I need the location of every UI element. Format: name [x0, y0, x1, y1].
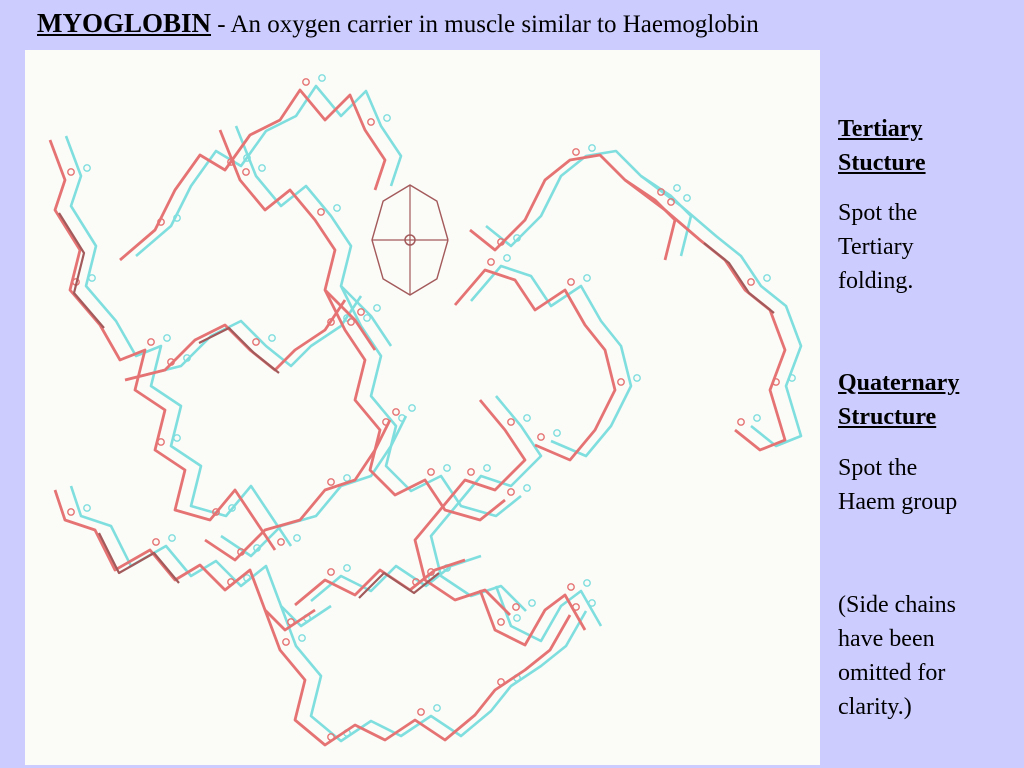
- atom-cyan: [84, 165, 90, 171]
- atom-cyan: [584, 580, 590, 586]
- atom-red: [328, 479, 334, 485]
- atom-cyan: [434, 705, 440, 711]
- atom-red: [348, 319, 354, 325]
- atom-cyan: [589, 145, 595, 151]
- note-line3: omitted for: [838, 660, 946, 686]
- backbone-overlap: [59, 213, 104, 328]
- tertiary-section: [838, 112, 926, 180]
- backbone-cyan: [641, 176, 801, 446]
- backbone-overlap: [99, 533, 179, 583]
- atom-cyan: [634, 375, 640, 381]
- backbone-red: [625, 180, 785, 450]
- title-main: MYOGLOBIN: [37, 8, 212, 38]
- atom-cyan: [484, 465, 490, 471]
- atom-cyan: [444, 465, 450, 471]
- atom-red: [538, 434, 544, 440]
- tertiary-text-line2: Tertiary: [838, 234, 914, 260]
- atom-cyan: [374, 305, 380, 311]
- note-line1: (Side chains: [838, 592, 956, 618]
- atom-red: [303, 79, 309, 85]
- atom-cyan: [524, 415, 530, 421]
- atom-red: [158, 439, 164, 445]
- atom-red: [738, 419, 744, 425]
- atom-red: [488, 259, 494, 265]
- atom-red: [283, 639, 289, 645]
- quaternary-heading-line2: Structure: [838, 404, 937, 430]
- atom-red: [318, 209, 324, 215]
- atom-red: [68, 169, 74, 175]
- atom-red: [573, 149, 579, 155]
- backbone-red: [125, 300, 345, 380]
- atom-cyan: [674, 185, 680, 191]
- backbone-cyan: [281, 606, 586, 741]
- atom-cyan: [174, 435, 180, 441]
- atom-red: [358, 309, 364, 315]
- backbone-cyan: [431, 396, 541, 611]
- atom-cyan: [269, 335, 275, 341]
- atom-red: [278, 539, 284, 545]
- atom-cyan: [529, 600, 535, 606]
- note-line4: clarity.): [838, 694, 912, 720]
- atom-cyan: [319, 75, 325, 81]
- atom-cyan: [344, 565, 350, 571]
- atom-red: [148, 339, 154, 345]
- quaternary-text-line2: Haem group: [838, 489, 958, 515]
- atom-cyan: [344, 475, 350, 481]
- atom-red: [153, 539, 159, 545]
- backbone-red: [55, 490, 315, 630]
- atom-red: [328, 569, 334, 575]
- atom-red: [68, 509, 74, 515]
- backbone-red: [50, 140, 275, 550]
- tertiary-text-line3: folding.: [838, 268, 914, 294]
- atom-cyan: [334, 205, 340, 211]
- atom-red: [468, 469, 474, 475]
- atom-red: [288, 619, 294, 625]
- atom-red: [568, 584, 574, 590]
- atom-red: [428, 469, 434, 475]
- atom-cyan: [504, 255, 510, 261]
- tertiary-text-line1: Spot the: [838, 200, 918, 226]
- atom-cyan: [164, 335, 170, 341]
- note-line2: have been: [838, 626, 935, 652]
- atom-cyan: [299, 635, 305, 641]
- myoglobin-structure-figure: [25, 50, 820, 765]
- slide-title: [37, 8, 759, 39]
- atom-red: [243, 169, 249, 175]
- backbone-red: [455, 270, 615, 460]
- atom-cyan: [684, 195, 690, 201]
- atom-cyan: [364, 315, 370, 321]
- backbone-cyan: [66, 136, 291, 546]
- atom-red: [368, 119, 374, 125]
- atom-red: [393, 409, 399, 415]
- atom-cyan: [754, 415, 760, 421]
- tertiary-heading-line2: Stucture: [838, 150, 926, 176]
- backbone-red: [470, 155, 675, 260]
- atom-cyan: [384, 115, 390, 121]
- atom-cyan: [169, 535, 175, 541]
- atom-red: [513, 604, 519, 610]
- atom-red: [498, 679, 504, 685]
- quaternary-text-line1: Spot the: [838, 455, 918, 481]
- atom-cyan: [764, 275, 770, 281]
- tertiary-heading-line1: Tertiary: [838, 116, 923, 142]
- atom-red: [568, 279, 574, 285]
- atom-cyan: [584, 275, 590, 281]
- atom-cyan: [409, 405, 415, 411]
- atom-red: [508, 419, 514, 425]
- quaternary-heading-line1: Quaternary: [838, 370, 960, 396]
- backbone-cyan: [136, 86, 401, 256]
- quaternary-section: [838, 366, 959, 434]
- atom-cyan: [514, 615, 520, 621]
- atom-cyan: [89, 275, 95, 281]
- atom-cyan: [84, 505, 90, 511]
- atom-red: [498, 619, 504, 625]
- backbone-cyan: [236, 126, 391, 346]
- atom-red: [508, 489, 514, 495]
- atom-red: [418, 709, 424, 715]
- atom-cyan: [294, 535, 300, 541]
- tertiary-text: [838, 196, 917, 298]
- protein-backbone-stereo-diagram: [25, 50, 820, 765]
- atom-red: [253, 339, 259, 345]
- atom-cyan: [554, 430, 560, 436]
- atom-cyan: [524, 485, 530, 491]
- backbone-red: [205, 420, 390, 560]
- atom-red: [328, 734, 334, 740]
- title-subtitle: - An oxygen carrier in muscle similar to Haemoglobin: [217, 11, 759, 38]
- side-chain-note: [838, 588, 956, 724]
- atom-red: [748, 279, 754, 285]
- atom-red: [618, 379, 624, 385]
- quaternary-text: [838, 451, 957, 519]
- atom-cyan: [259, 165, 265, 171]
